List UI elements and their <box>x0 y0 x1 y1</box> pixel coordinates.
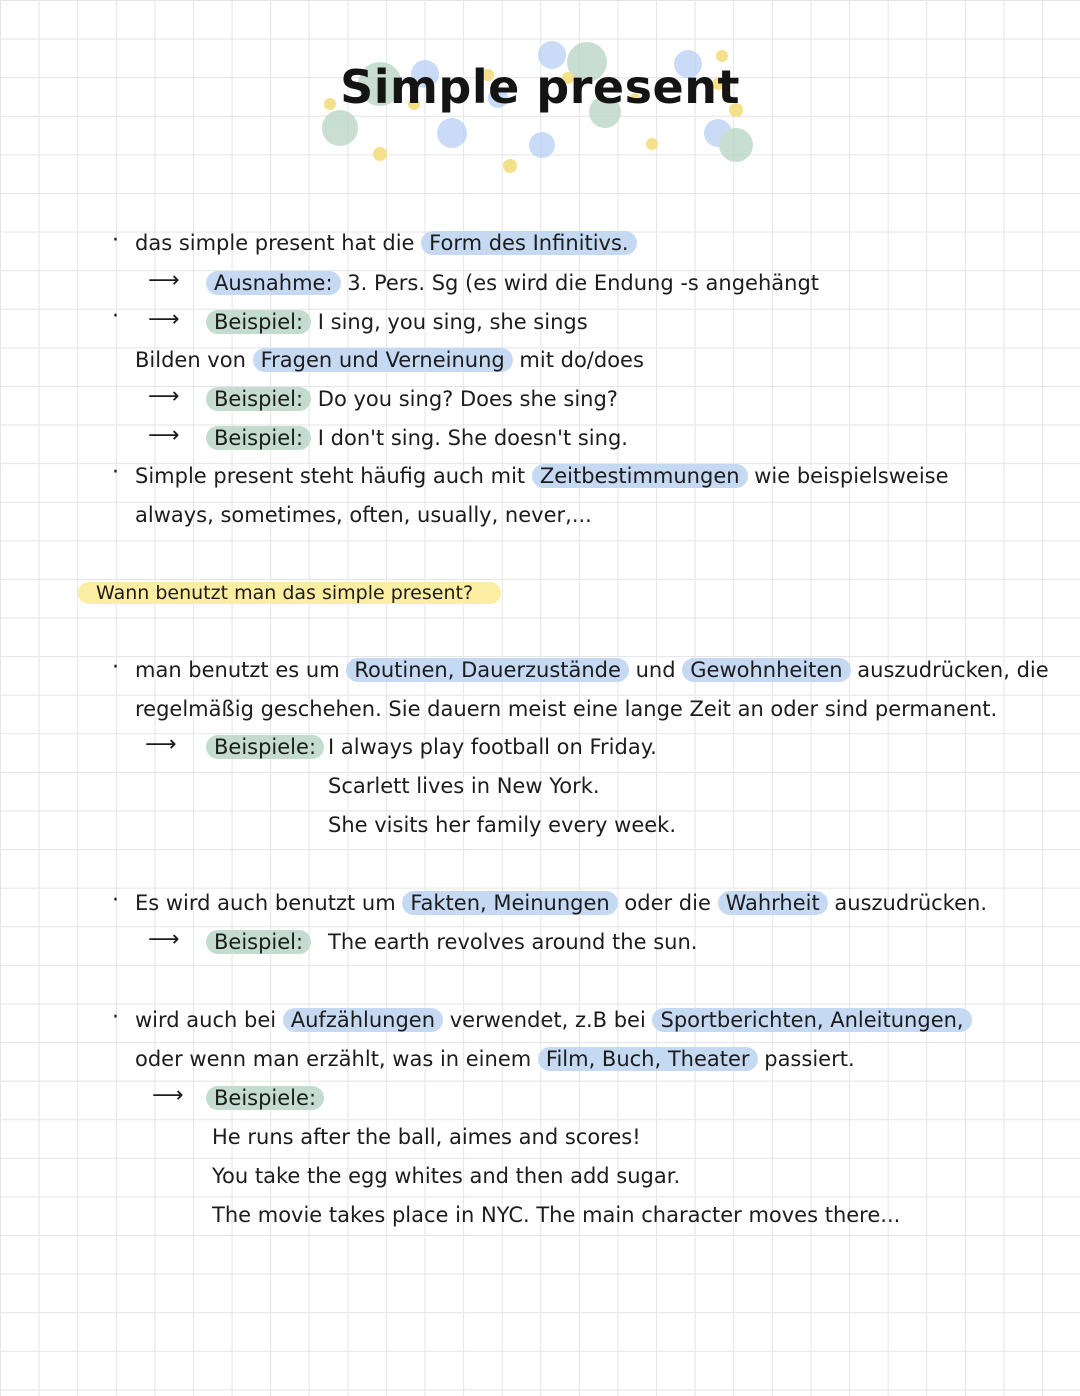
bullet-dot-icon: · <box>112 304 119 329</box>
example-line: He runs after the ball, aimes and scores! <box>212 1125 641 1149</box>
text-line-example-sing: Beispiel: I sing, you sing, she sings <box>206 307 588 337</box>
text-line-exception: Ausnahme: 3. Pers. Sg (es wird die Endung -s angehängt <box>206 268 819 298</box>
arrow-right-icon: ⟶ <box>148 307 180 332</box>
example-label: Beispiel: <box>206 927 311 957</box>
text-line-facts: Es wird auch benutzt um Fakten, Meinungen oder die Wahrheit auszudrücken. <box>135 891 987 915</box>
bullet-dot-icon: · <box>112 228 119 253</box>
text-line-example-negation: Beispiel: I don't sing. She doesn't sing. <box>206 423 628 453</box>
text-line-enumerations-cont: oder wenn man erzählt, was in einem Film, Buch, Theater passiert. <box>135 1047 855 1071</box>
arrow-right-icon: ⟶ <box>148 423 180 448</box>
text-line-routines-cont: regelmäßig geschehen. Sie dauern meist eine lange Zeit an oder sind permanent. <box>135 697 998 721</box>
text-line-example-questions: Beispiel: Do you sing? Does she sing? <box>206 384 618 414</box>
text-line-infinitive: das simple present hat die Form des Infinitivs. <box>135 228 637 258</box>
text-line-questions: Bilden von Fragen und Verneinung mit do/does <box>135 348 644 372</box>
example-line: Scarlett lives in New York. <box>328 774 600 798</box>
arrow-right-icon: ⟶ <box>145 732 177 757</box>
arrow-right-icon: ⟶ <box>148 384 180 409</box>
example-line: I always play football on Friday. <box>328 735 657 759</box>
example-line: The earth revolves around the sun. <box>328 930 698 954</box>
page-title: Simple present <box>340 60 740 114</box>
text-line-adverbs: always, sometimes, often, usually, never,... <box>135 503 592 527</box>
examples-label: Beispiele: <box>206 732 324 762</box>
text-line-routines: man benutzt es um Routinen, Dauerzustände und Gewohnheiten auszudrücken, die <box>135 658 1049 682</box>
example-line: You take the egg whites and then add sugar. <box>212 1164 681 1188</box>
arrow-right-icon: ⟶ <box>148 927 180 952</box>
section-question: Wann benutzt man das simple present? <box>78 578 501 608</box>
text-line-enumerations: wird auch bei Aufzählungen verwendet, z.B bei Sportberichten, Anleitungen, <box>135 1005 972 1035</box>
arrow-right-icon: ⟶ <box>152 1083 184 1108</box>
example-line: The movie takes place in NYC. The main character moves there... <box>212 1203 901 1227</box>
arrow-right-icon: ⟶ <box>148 268 180 293</box>
example-line: She visits her family every week. <box>328 813 677 837</box>
bullet-dot-icon: · <box>112 888 119 913</box>
bullet-dot-icon: · <box>112 655 119 680</box>
bullet-dot-icon: · <box>112 460 119 485</box>
examples-label: Beispiele: <box>206 1083 324 1113</box>
text-line-time-expressions: Simple present steht häufig auch mit Zeitbestimmungen wie beispielsweise <box>135 464 949 488</box>
bullet-dot-icon: · <box>112 1005 119 1030</box>
